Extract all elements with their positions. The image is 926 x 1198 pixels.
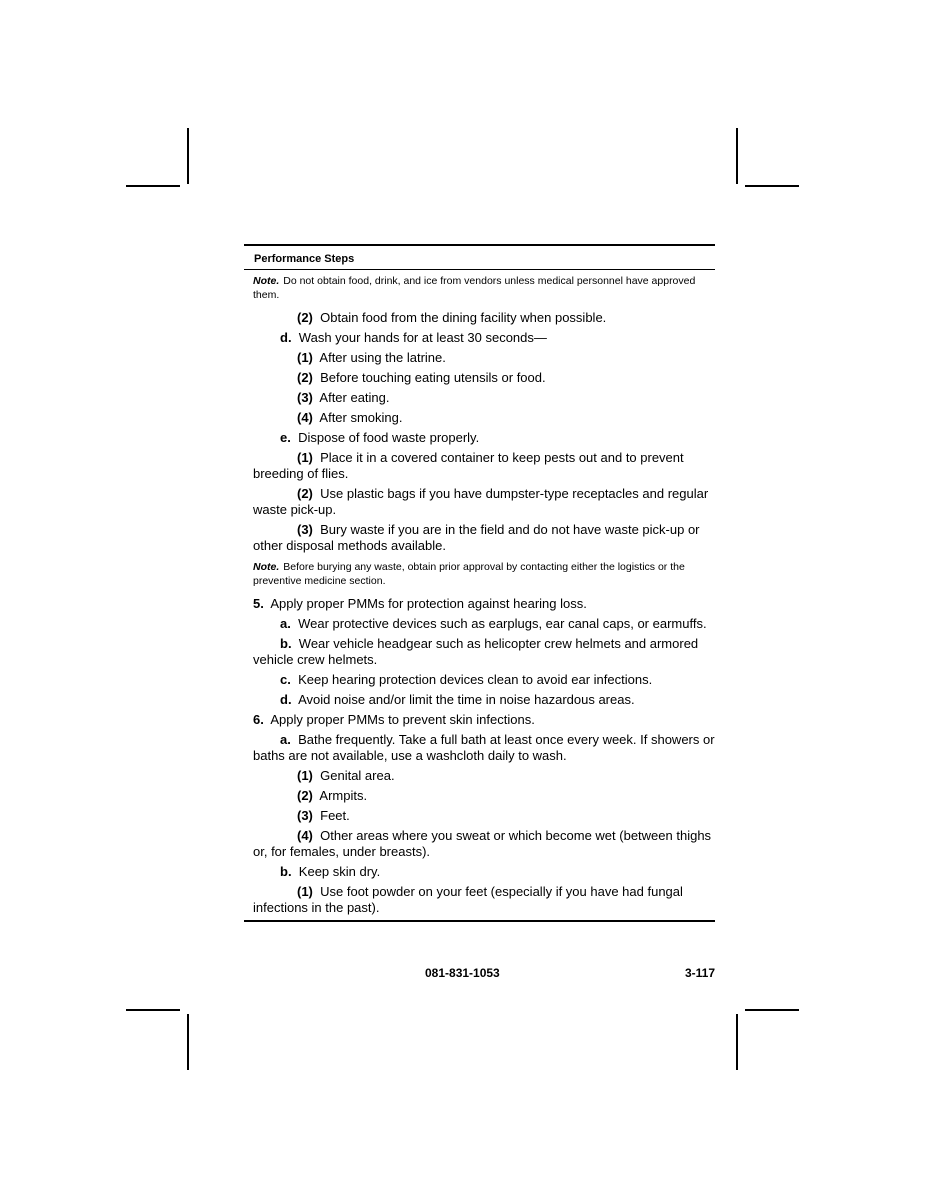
step-marker: (3) (297, 808, 313, 823)
step-marker: 5. (253, 596, 264, 611)
step-text: After using the latrine. (319, 350, 446, 365)
step-item (253, 330, 715, 346)
step-text: Avoid noise and/or limit the time in noise hazardous areas. (298, 692, 635, 707)
crop-mark (126, 1009, 180, 1011)
step-item (253, 370, 715, 386)
document-number: 081-831-1053 (425, 966, 500, 980)
step-marker: (2) (297, 486, 313, 501)
step-marker: 6. (253, 712, 264, 727)
step-item (253, 828, 715, 860)
note-label: Note. (253, 561, 280, 573)
step-text: Dispose of food waste properly. (298, 430, 480, 445)
note (253, 274, 715, 302)
step-item (253, 430, 715, 446)
step-item (253, 350, 715, 366)
step-marker: (1) (297, 450, 313, 465)
step-item (253, 616, 715, 632)
step-list (253, 310, 715, 554)
step-marker: (2) (297, 310, 313, 325)
step-text: Bury waste if you are in the field and do not have waste pick-up or other disposal methods available. (253, 522, 700, 553)
step-marker: a. (280, 732, 291, 747)
step-text: Armpits. (319, 788, 368, 803)
note-label: Note. (253, 275, 280, 287)
step-item (253, 692, 715, 708)
step-marker: (1) (297, 768, 313, 783)
step-marker: (1) (297, 884, 313, 899)
step-text: Wear protective devices such as earplugs, ear canal caps, or earmuffs. (298, 616, 707, 631)
crop-mark (187, 128, 189, 184)
step-text: Genital area. (320, 768, 395, 783)
crop-mark (745, 1009, 799, 1011)
step-marker: (1) (297, 350, 313, 365)
step-marker: e. (280, 430, 291, 445)
step-marker: (4) (297, 828, 313, 843)
step-item (253, 486, 715, 518)
step-text: Use plastic bags if you have dumpster-type receptacles and regular waste pick-up. (253, 486, 709, 517)
crop-mark (745, 185, 799, 187)
step-item (253, 522, 715, 554)
step-text: After smoking. (319, 410, 403, 425)
bottom-rule (244, 920, 715, 922)
note-text: Before burying any waste, obtain prior approval by contacting either the logistics or the preventive medicine section. (253, 561, 685, 587)
step-text: Before touching eating utensils or food. (320, 370, 546, 385)
step-marker: b. (280, 864, 292, 879)
step-text: Wash your hands for at least 30 seconds— (298, 330, 547, 345)
step-marker: c. (280, 672, 291, 687)
step-item (253, 596, 715, 612)
crop-mark (736, 1014, 738, 1070)
performance-steps-section (244, 244, 715, 922)
step-item (253, 390, 715, 406)
step-marker: a. (280, 616, 291, 631)
section-body (244, 270, 715, 916)
step-list (253, 596, 715, 916)
step-text: Obtain food from the dining facility when possible. (320, 310, 607, 325)
step-item (253, 768, 715, 784)
step-text: Wear vehicle headgear such as helicopter crew helmets and armored vehicle crew helmets. (253, 636, 699, 667)
crop-mark (187, 1014, 189, 1070)
step-text: Apply proper PMMs to prevent skin infections. (270, 712, 535, 727)
section-header: Performance Steps (244, 246, 715, 270)
step-marker: (2) (297, 788, 313, 803)
step-marker: b. (280, 636, 292, 651)
step-text: After eating. (319, 390, 390, 405)
step-text: Apply proper PMMs for protection against hearing loss. (270, 596, 587, 611)
crop-mark (736, 128, 738, 184)
step-marker: (3) (297, 390, 313, 405)
step-item (253, 672, 715, 688)
step-item (253, 864, 715, 880)
note (253, 560, 715, 588)
page-number: 3-117 (684, 966, 715, 980)
step-text: Feet. (320, 808, 350, 823)
step-item (253, 788, 715, 804)
step-item (253, 732, 715, 764)
step-item (253, 884, 715, 916)
step-item (253, 450, 715, 482)
step-text: Keep skin dry. (298, 864, 381, 879)
step-marker: d. (280, 692, 292, 707)
step-item (253, 636, 715, 668)
step-item (253, 410, 715, 426)
step-marker: d. (280, 330, 292, 345)
step-text: Use foot powder on your feet (especially if you have had fungal infections in the past). (253, 884, 683, 915)
step-marker: (4) (297, 410, 313, 425)
step-item (253, 712, 715, 728)
step-text: Bathe frequently. Take a full bath at least once every week. If showers or baths are not available, use a washcloth daily to wash. (253, 732, 715, 763)
step-text: Place it in a covered container to keep pests out and to prevent breeding of flies. (253, 450, 684, 481)
step-item (253, 310, 715, 326)
step-text: Keep hearing protection devices clean to avoid ear infections. (298, 672, 653, 687)
note-text: Do not obtain food, drink, and ice from vendors unless medical personnel have approved them. (253, 275, 696, 301)
step-item (253, 808, 715, 824)
step-marker: (3) (297, 522, 313, 537)
crop-mark (126, 185, 180, 187)
step-text: Other areas where you sweat or which become wet (between thighs or, for females, under breasts). (253, 828, 712, 859)
step-marker: (2) (297, 370, 313, 385)
